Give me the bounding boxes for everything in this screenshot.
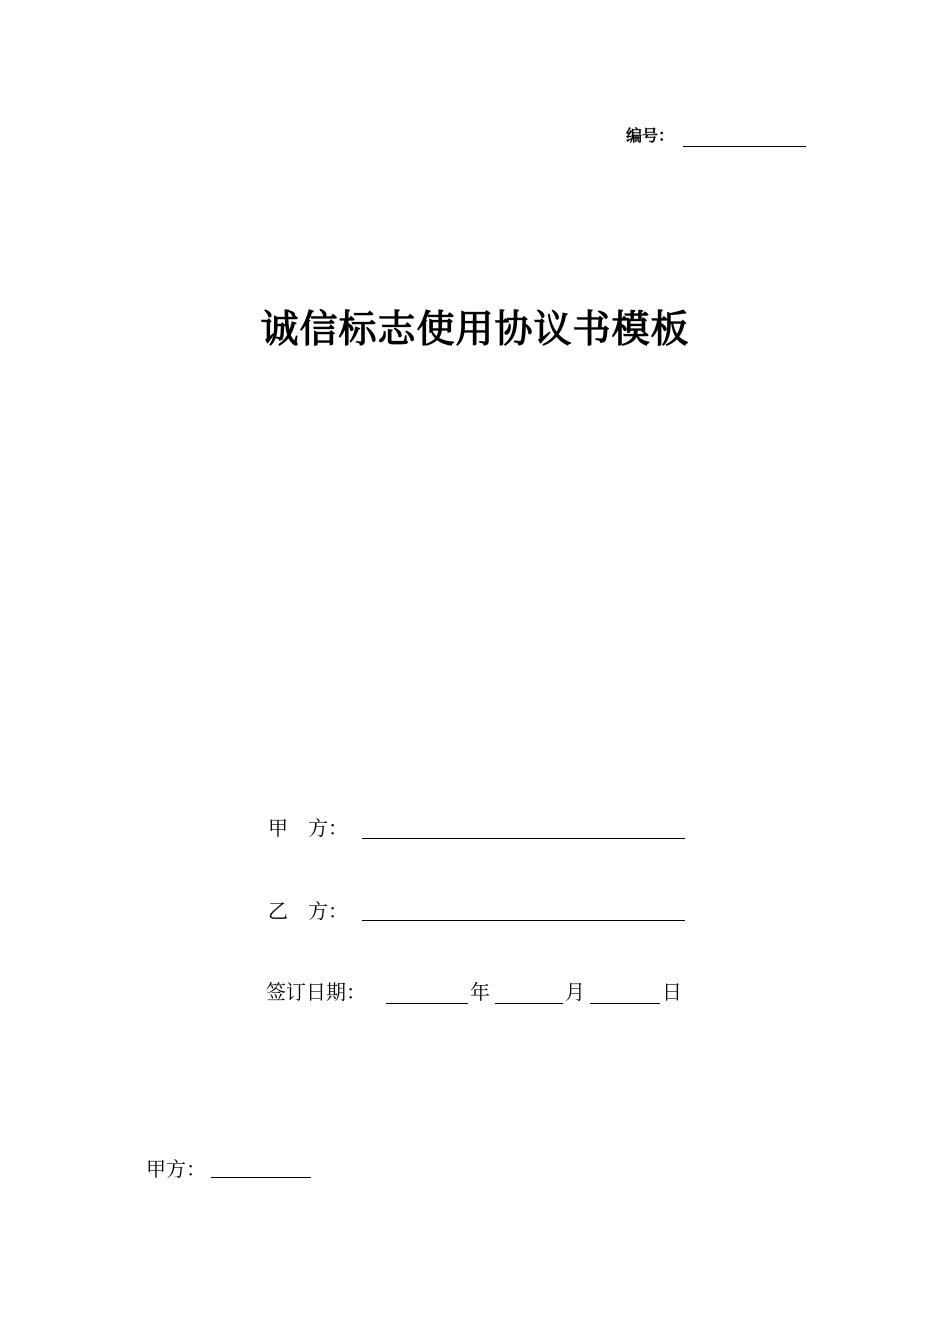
signing-year-blank[interactable] <box>386 1003 468 1004</box>
year-unit: 年 <box>470 980 490 1004</box>
footer-party-a-label: 甲方： <box>146 1157 206 1181</box>
month-unit: 月 <box>565 980 585 1004</box>
party-a-blank[interactable] <box>362 838 685 839</box>
document-title: 诚信标志使用协议书模板 <box>260 307 690 351</box>
signing-month-blank[interactable] <box>495 1003 563 1004</box>
serial-number-label: 编号： <box>626 126 675 145</box>
signing-date-label: 签订日期： <box>266 980 366 1004</box>
footer-party-a-blank[interactable] <box>211 1177 311 1178</box>
day-unit: 日 <box>662 980 682 1004</box>
party-a-label: 甲 方： <box>268 816 348 840</box>
party-b-label: 乙 方： <box>268 899 348 923</box>
serial-number-blank[interactable] <box>683 146 806 147</box>
signing-day-blank[interactable] <box>590 1003 660 1004</box>
party-b-blank[interactable] <box>362 920 685 921</box>
